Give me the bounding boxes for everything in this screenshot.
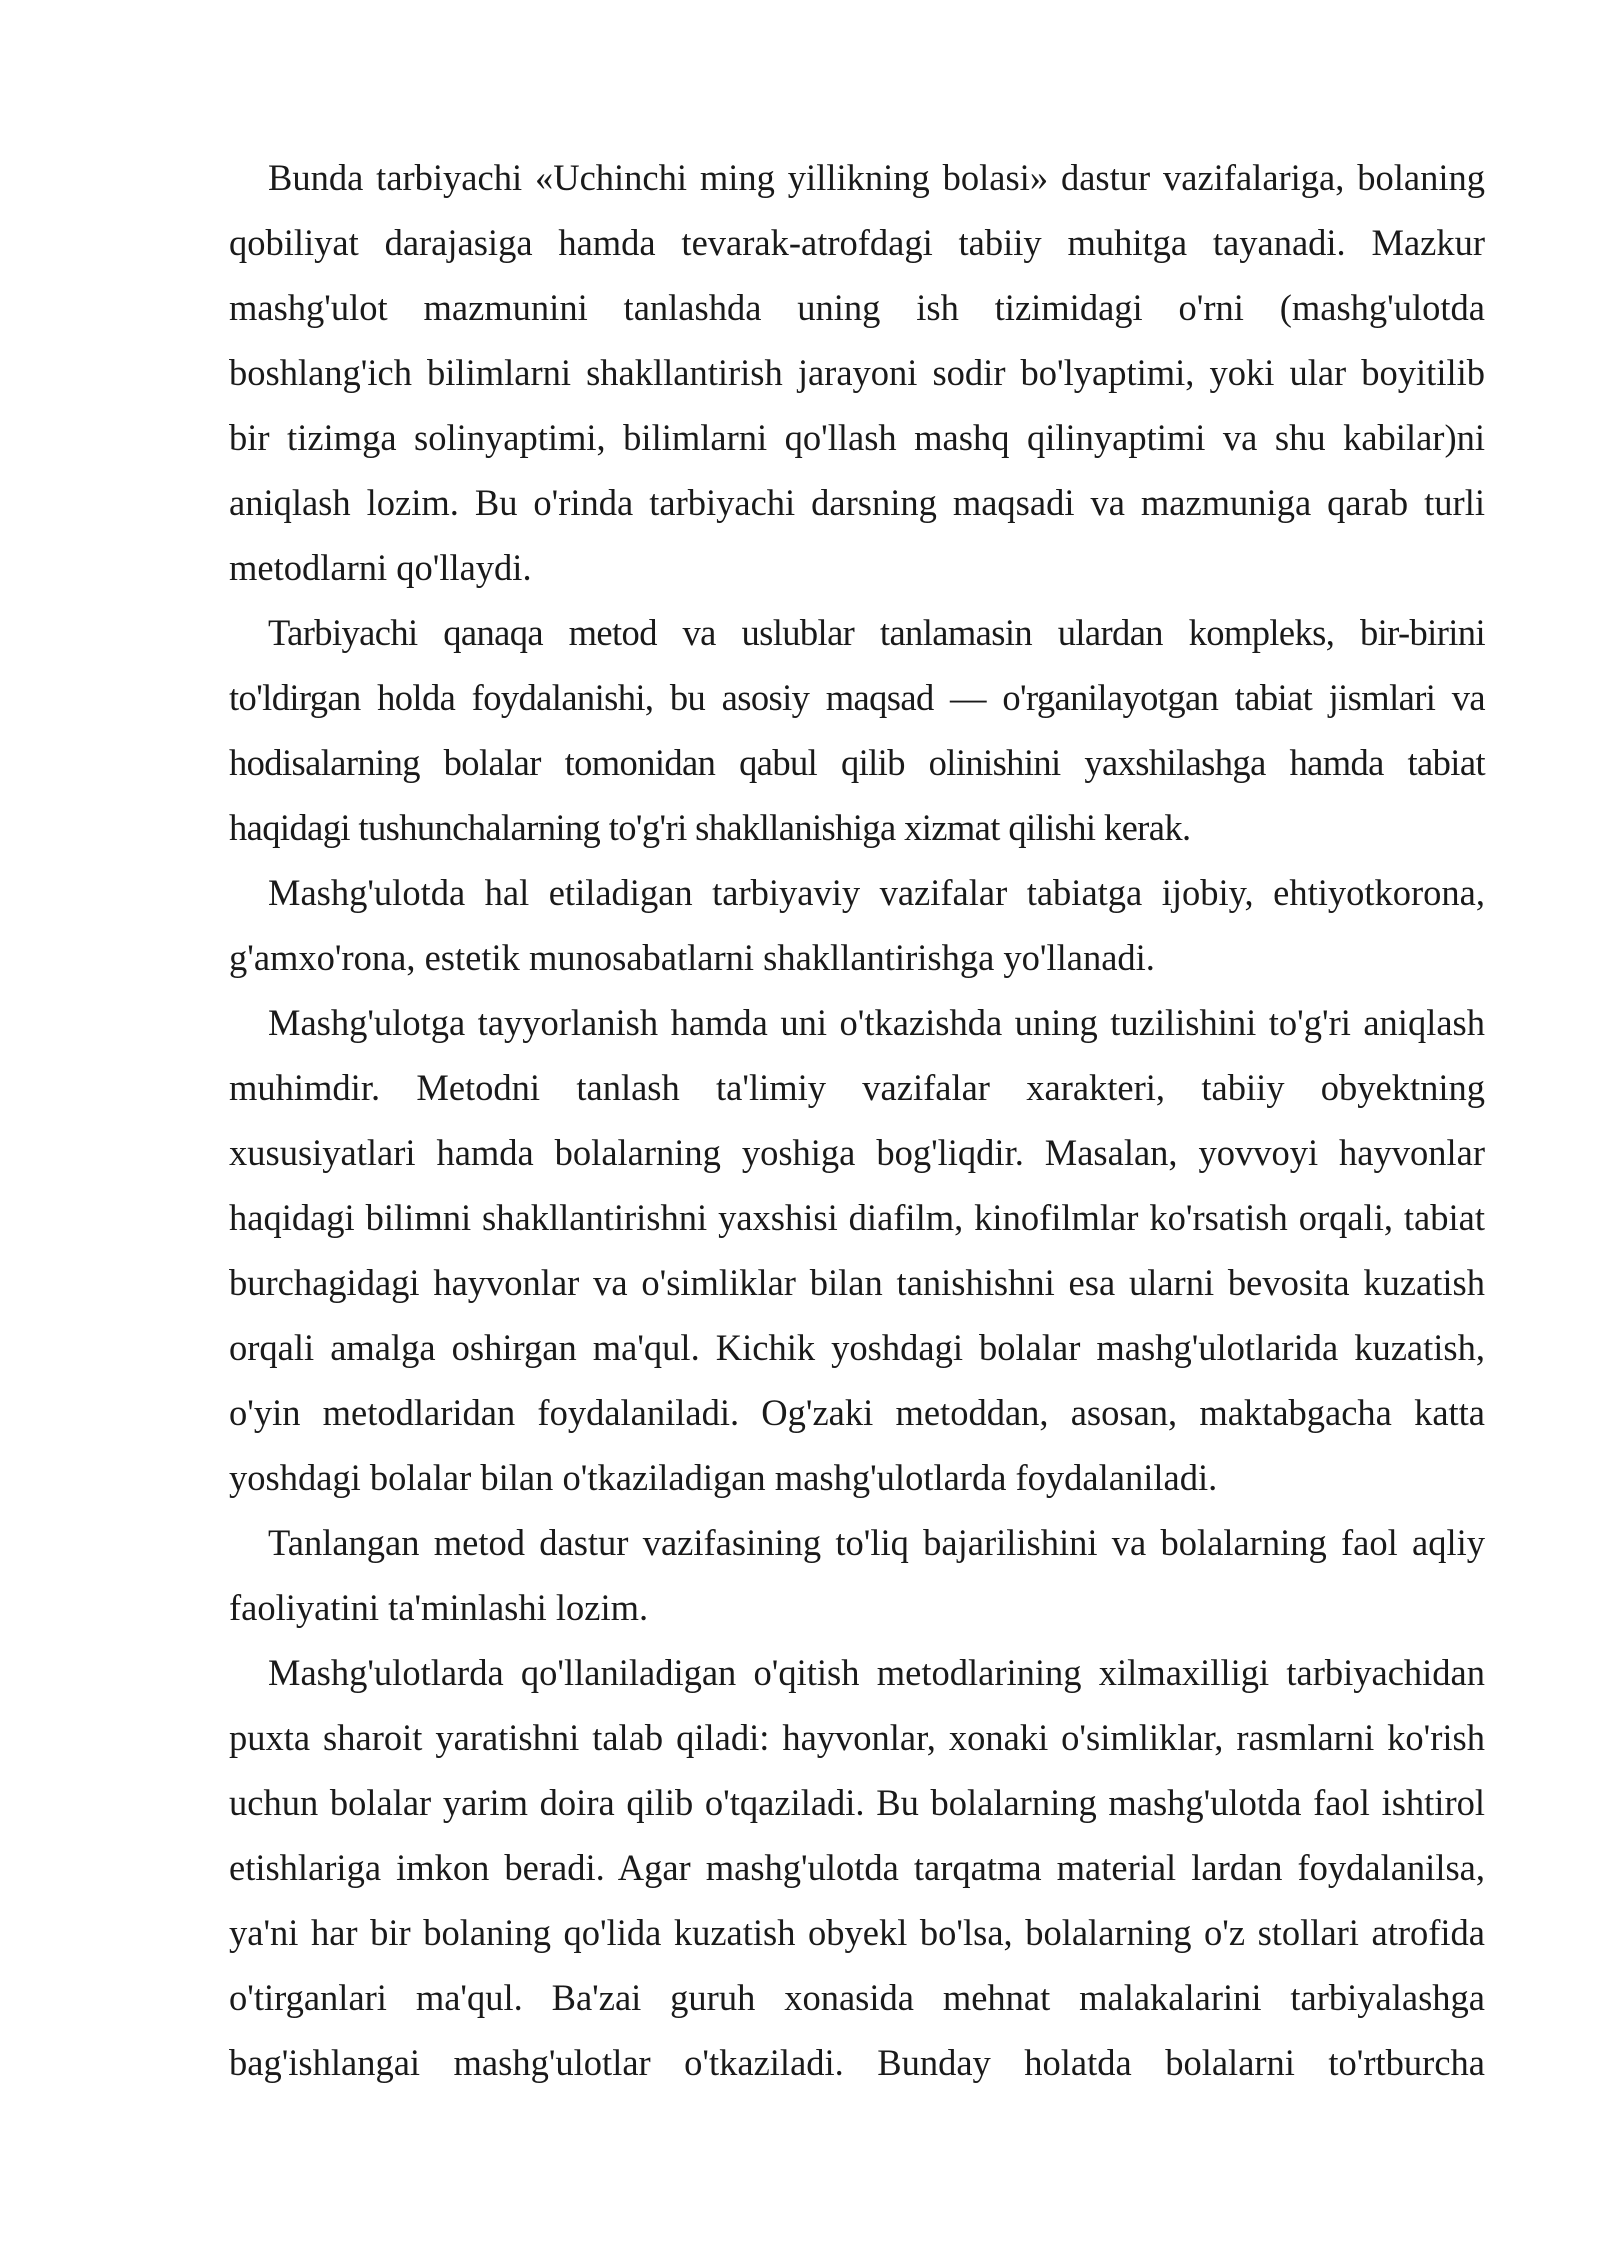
paragraph-2: Tarbiyachi qanaqa metod va uslublar tanlamasin ulardan kompleks, bir-birini to'ldirgan holda foydalanishi, bu asosiy maqsad — o'rganilayotgan tabiat jismlari va hodisalarning bolalar tomonidan qabul qilib olinishini yaxshilashga hamda tabiat haqidagi tushunchalarning to'g'ri shakllanishiga xizmat qilishi kerak. bbox=[229, 612, 1485, 848]
paragraph-6: Mashg'ulotlarda qo'llaniladigan o'qitish metodlarining xilmaxilligi tarbiyachidan puxta sharoit yaratishni talab qiladi: hayvonlar, xonaki o'simliklar, rasmlarni ko'rish uchun bolalar yarim doira qilib o'tqaziladi. Bu bolalarning mashg'ulotda faol ishtirol etishlariga imkon beradi. Agar mashg'ulotda tarqatma material lardan foydalanilsa, ya'ni har bir bolaning qo'lida kuzatish obyekl bo'lsa, bolalarning o'z stollari atrofida o'tirganlari ma'qul. Ba'zai guruh xonasida mehnat malakalarini tarbiyalashga bag'ishlangai mashg'ulotlar o'tkaziladi. Bunday holatda bolalarni to'rtburcha bbox=[229, 1652, 1485, 2083]
paragraph-4: Mashg'ulotga tayyorlanish hamda uni o'tkazishda uning tuzilishini to'g'ri aniqlash muhimdir. Metodni tanlash ta'limiy vazifalar xarakteri, tabiiy obyektning xususiyatlari hamda bolalarning yoshiga bog'liqdir. Masalan, yovvoyi hayvonlar haqidagi bilimni shakllantirishni yaxshisi diafilm, kinofilmlar ko'rsatish orqali, tabiat burchagidagi hayvonlar va o'simliklar bilan tanishishni esa ularni bevosita kuzatish orqali amalga oshirgan ma'qul. Kichik yoshdagi bolalar mashg'ulotlarida kuzatish, o'yin metodlaridan foydalaniladi. Og'zaki metoddan, asosan, maktabgacha katta yoshdagi bolalar bilan o'tkaziladigan mashg'ulotlarda foydalaniladi. bbox=[229, 1002, 1485, 1498]
paragraph-5: Tanlangan metod dastur vazifasining to'liq bajarilishini va bolalarning faol aqliy faoliyatini ta'minlashi lozim. bbox=[229, 1522, 1485, 1628]
paragraph-1: Bunda tarbiyachi «Uchinchi ming yillikning bolasi» dastur vazifalariga, bolaning qobiliyat darajasiga hamda tevarak-atrofdagi tabiiy muhitga tayanadi. Mazkur mashg'ulot mazmunini tanlashda uning ish tizimidagi o'rni (mashg'ulotda boshlang'ich bilimlarni shakllantirish jarayoni sodir bo'lyaptimi, yoki ular boyitilib bir tizimga solinyaptimi, bilimlarni qo'llash mashq qilinyaptimi va shu kabilar)ni aniqlash lozim. Bu o'rinda tarbiyachi darsning maqsadi va mazmuniga qarab turli metodlarni qo'llaydi. bbox=[229, 157, 1485, 588]
paragraph-3: Mashg'ulotda hal etiladigan tarbiyaviy vazifalar tabiatga ijobiy, ehtiyotkorona, g'amxo'rona, estetik munosabatlarni shakllantirishga yo'llanadi. bbox=[229, 872, 1485, 978]
document-page bbox=[229, 145, 1485, 2095]
